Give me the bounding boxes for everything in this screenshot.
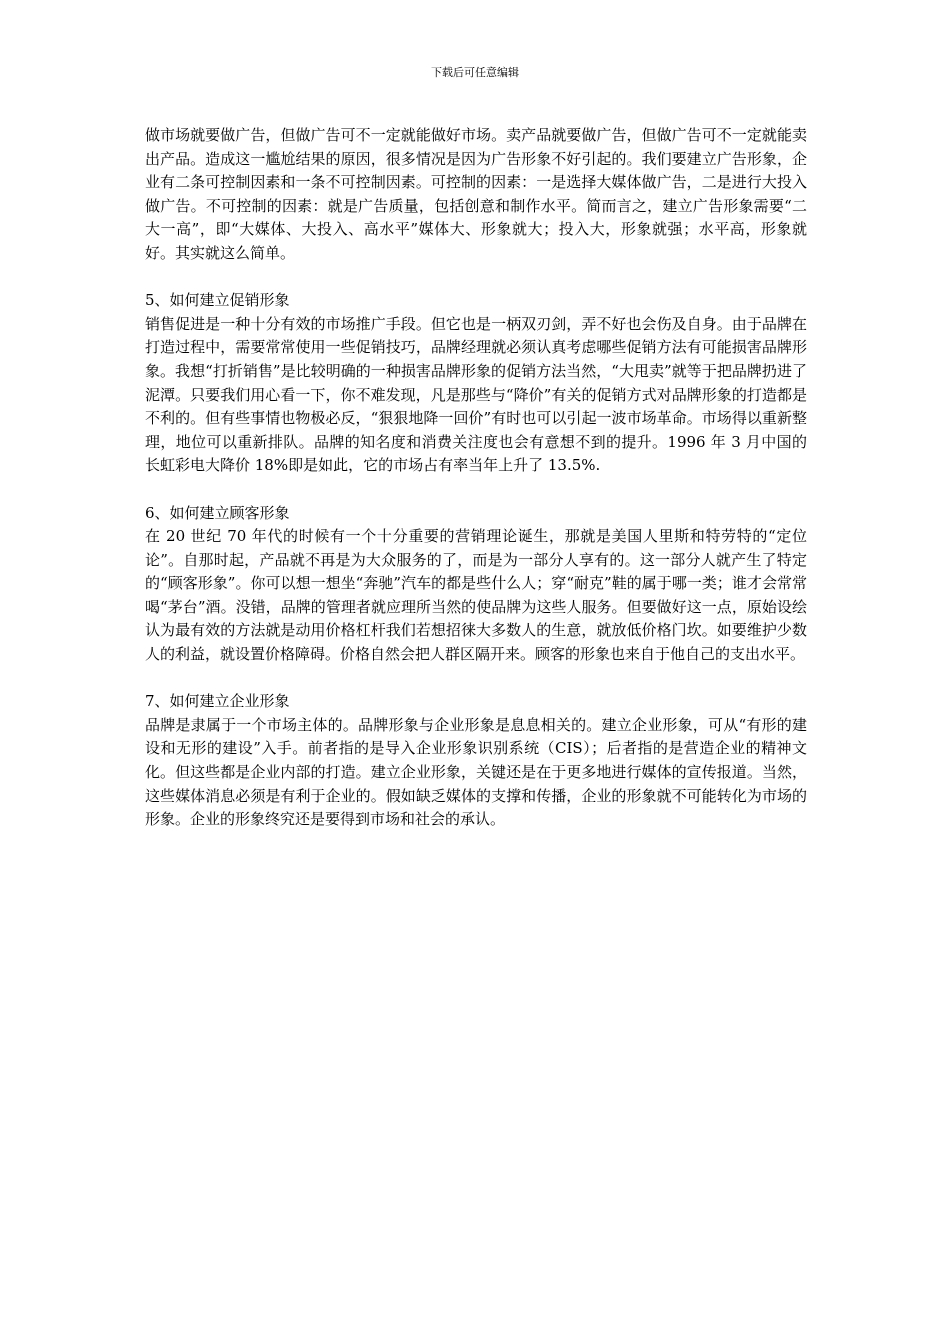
section-paragraph: 销售促进是一种十分有效的市场推广手段。但它也是一柄双刃剑，弄不好也会伤及自身。由于品牌在打造过程中，需要常常使用一些促销技巧，品牌经理就必须认真考虑哪些促销方法有可能损害品牌形象。我想“打折销售”是比较明确的一种损害品牌形象的促销方法当然，“大甩卖”就等于把品牌扔进了泥潭。只要我们用心看一下，你不难发现，凡是那些与“降价”有关的促销方式对品牌形象的打造都是不利的。但有些事情也物极必反，“狠狠地降一回价”有时也可以引起一波市场革命。市场得以重新整理，地位可以重新排队。品牌的知名度和消费关注度也会有意想不到的提升。1996 年 3 月中国的长虹彩电大降价 18%即是如此，它的市场占有率当年上升了 13.5%.	[145, 314, 807, 475]
section-title: 6、如何建立顾客形象	[145, 503, 290, 522]
intro-paragraph: 做市场就要做广告，但做广告可不一定就能做好市场。卖产品就要做广告，但做广告可不一定就能卖出产品。造成这一尴尬结果的原因，很多情况是因为广告形象不好引起的。我们要建立广告形象，企业有二条可控制因素和一条不可控制因素。可控制的因素：一是选择大媒体做广告，二是进行大投入做广告。不可控制的因素：就是广告质量，包括创意和制作水平。简而言之，建立广告形象需要“二大一高”，即“大媒体、大投入、高水平”媒体大、形象就大；投入大，形象就强；水平高，形象就好。其实就这么简单。	[145, 126, 807, 262]
section-corporate-image	[145, 690, 807, 832]
section-paragraph: 品牌是隶属于一个市场主体的。品牌形象与企业形象是息息相关的。建立企业形象，可从“有形的建设和无形的建设”入手。前者指的是导入企业形象识别系统（CIS）；后者指的是营造企业的精神文化。但这些都是企业内部的打造。建立企业形象，关键还是在于更多地进行媒体的宣传报道。当然，这些媒体消息必须是有利于企业的。假如缺乏媒体的支撑和传播，企业的形象就不可能转化为市场的形象。企业的形象终究还是要得到市场和社会的承认。	[145, 715, 807, 829]
section-promotion-image	[145, 289, 807, 478]
section-title: 5、如何建立促销形象	[145, 291, 290, 310]
header-note: 下载后可任意编辑	[431, 66, 519, 79]
section-title: 7、如何建立企业形象	[145, 692, 290, 711]
section-customer-image	[145, 502, 807, 667]
section-paragraph: 在 20 世纪 70 年代的时候有一个十分重要的营销理论诞生，那就是美国人里斯和特劳特的“定位论”。自那时起，产品就不再是为大众服务的了，而是为一部分人享有的。这一部分人就产生了特定的“顾客形象”。你可以想一想坐“奔驰”汽车的都是些什么人；穿“耐克”鞋的属于哪一类；谁才会常常喝“茅台”酒。没错，品牌的管理者就应理所当然的使品牌为这些人服务。但要做好这一点，原始设绘认为最有效的方法就是动用价格杠杆我们若想招徕大多数人的生意，就放低价格门坎。如要维护少数人的利益，就设置价格障碍。价格自然会把人群区隔开来。顾客的形象也来自于他自己的支出水平。	[145, 527, 807, 664]
document-body	[145, 124, 807, 832]
